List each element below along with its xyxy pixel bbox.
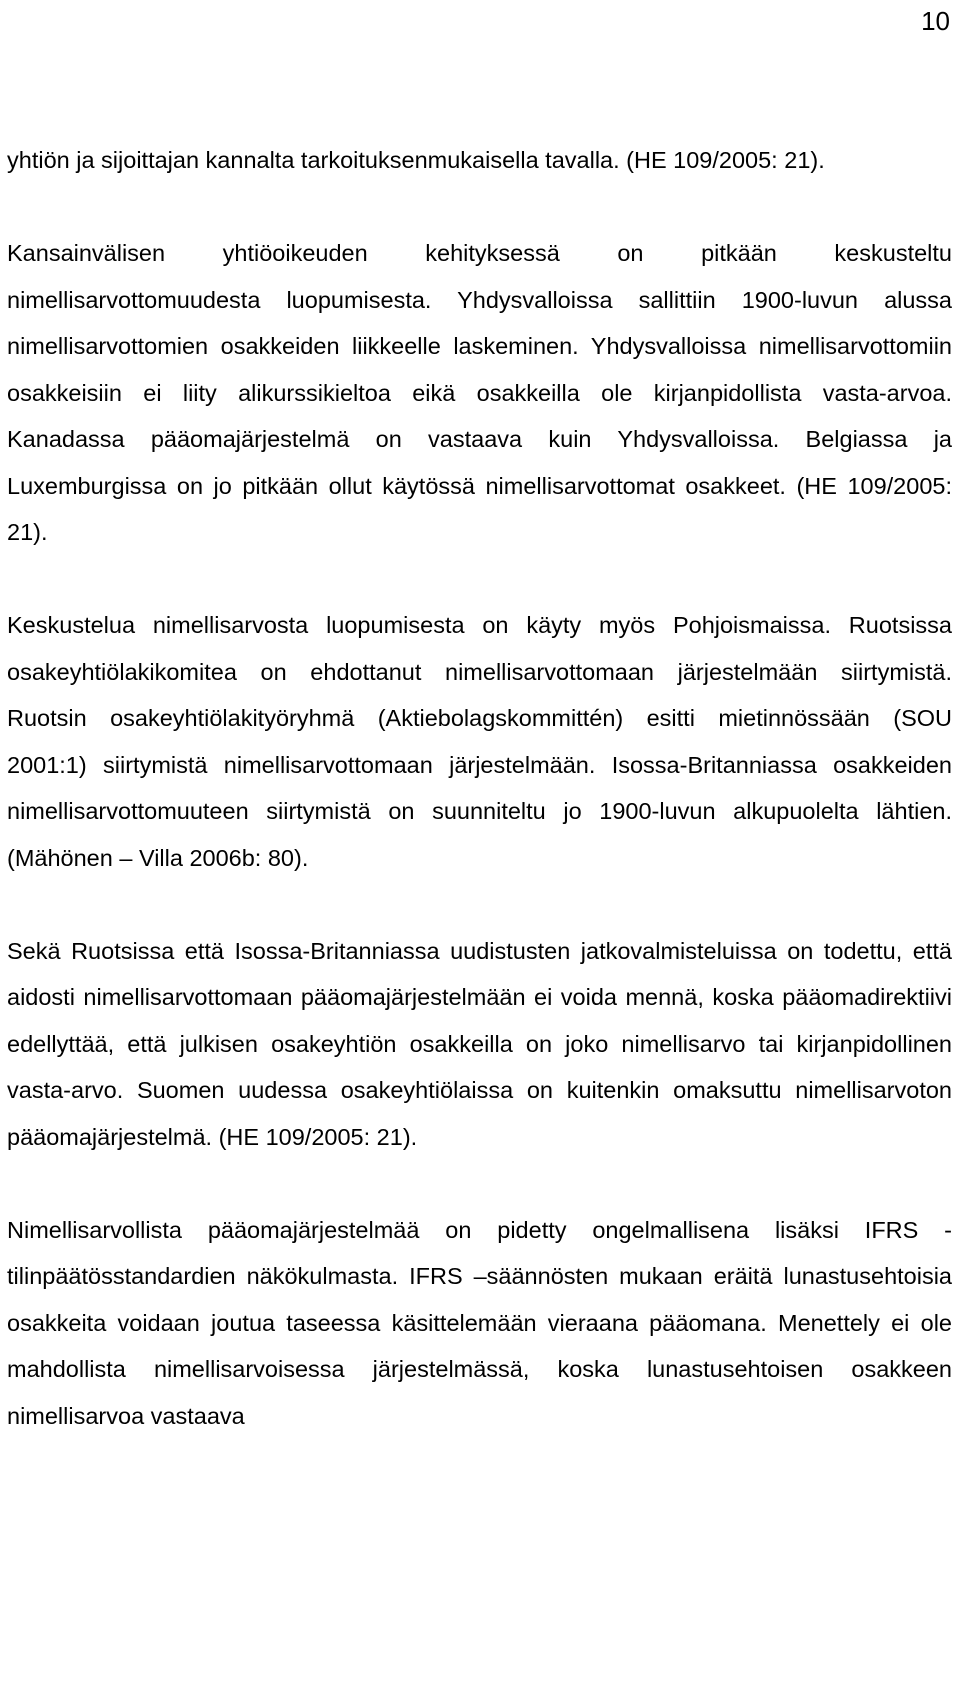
paragraph-3: Keskustelua nimellisarvosta luopumisesta on käyty myös Pohjoismaissa. Ruotsissa osakeyhtiölakikomitea on ehdottanut nimellisarvottomaan järjestelmään siirtymistä. Ruotsin osakeyhtiölakityöryhmä (Aktiebolagskommittén) esitti mietinnössään (SOU 2001:1) siirtymistä nimellisarvottomaan järjestelmään. Isossa-Britanniassa osakkeiden nimellisarvottomuuteen siirtymistä on suunniteltu jo 1900-luvun alkupuolelta lähtien. (Mähönen – Villa 2006b: 80).	[7, 612, 952, 871]
paragraph-2: Kansainvälisen yhtiöoikeuden kehityksessä on pitkään keskusteltu nimellisarvottomuudesta luopumisesta. Yhdysvalloissa sallittiin 1900-luvun alussa nimellisarvottomien osakkeiden liikkeelle laskeminen. Yhdysvalloissa nimellisarvottomiin osakkeisiin ei liity alikurssikieltoa eikä osakkeilla ole kirjanpidollista vasta-arvoa. Kanadassa pääomajärjestelmä on vastaava kuin Yhdysvalloissa. Belgiassa ja Luxemburgissa on jo pitkään ollut käytössä nimellisarvottomat osakkeet. (HE 109/2005: 21).	[7, 240, 952, 545]
paragraph-gap	[7, 184, 952, 231]
paragraph-gap	[7, 881, 952, 928]
paragraph-4: Sekä Ruotsissa että Isossa-Britanniassa uudistusten jatkovalmisteluissa on todettu, että aidosti nimellisarvottomaan pääomajärjestelmään ei voida mennä, koska pääomadirektiivi edellyttää, että julkisen osakeyhtiön osakkeilla on joko nimellisarvo tai kirjanpidollinen vasta-arvo. Suomen uudessa osakeyhtiölaissa on kuitenkin omaksuttu nimellisarvoton pääomajärjestelmä. (HE 109/2005: 21).	[7, 937, 952, 1150]
paragraph-5: Nimellisarvollista pääomajärjestelmää on pidetty ongelmallisena lisäksi IFRS -tilinpäätösstandardien näkökulmasta. IFRS –säännösten mukaan eräitä lunastusehtoisia osakkeita voidaan joutua taseessa käsittelemään vieraana pääomana. Menettely ei ole mahdollista nimellisarvoisessa järjestelmässä, koska lunastusehtoisen osakkeen nimellisarvoa vastaava	[7, 1216, 952, 1429]
document-body	[7, 137, 952, 1439]
paragraph-gap	[7, 1160, 952, 1207]
page-number: 10	[921, 6, 950, 36]
paragraph-gap	[7, 556, 952, 603]
paragraph-1: yhtiön ja sijoittajan kannalta tarkoituksenmukaisella tavalla. (HE 109/2005: 21).	[7, 147, 825, 173]
